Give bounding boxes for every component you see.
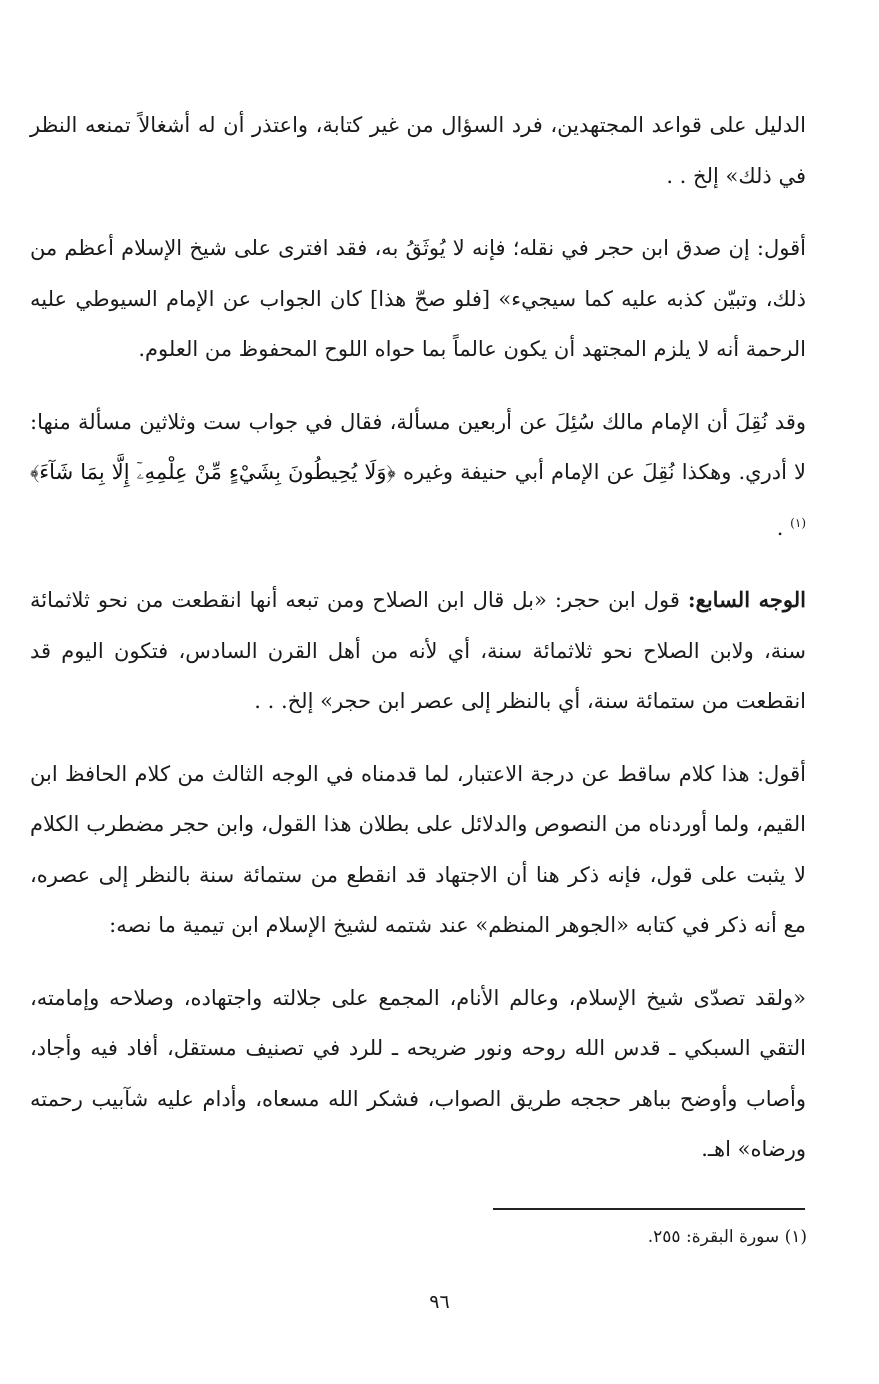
footnote-marker: (١) [790,515,806,530]
page-number: ٩٦ [429,1291,450,1313]
quran-verse: ﴿وَلَا يُحِيطُونَ بِشَيْءٍ مِّنْ عِلْمِهِۦٓ إِلَّا بِمَا شَآءَ﴾ [30,460,396,484]
paragraph-6: «ولقد تصدّى شيخ الإسلام، وعالم الأنام، المجمع على جلالته واجتهاده، وصلاحه وإمامته، التقي السبكي ـ قدس الله روحه ونور ضريحه ـ للرد في تصنيف مستقل، أفاد فيه وأجاد، وأصاب وأوضح بباهر حججه طريق الصواب، فشكر الله مسعاه، وأدام عليه شآبيب رحمته ورضاه» اهـ. [30,985,806,1161]
paragraph-3-end: . [776,515,784,540]
paragraph-2: أقول: إن صدق ابن حجر في نقله؛ فإنه لا يُوثَقُ به، فقد افترى على شيخ الإسلام أعظم من ذلك، وتبيّن كذبه عليه كما سيجيء» [فلو صحّ هذا] كان الجواب عن الإمام السيوطي عليه الرحمة أنه لا يلزم المجتهد أن يكون عالماً بما حواه اللوح المحفوظ من العلوم. [30,236,806,361]
paragraph-5: أقول: هذا كلام ساقط عن درجة الاعتبار، لما قدمناه في الوجه الثالث من كلام الحافظ ابن القيم، ولما أوردناه من النصوص والدلائل على بطلان هذا القول، وابن حجر مضطرب الكلام لا يثبت على قول، فإنه ذكر هنا أن الاجتهاد قد انقطع من ستمائة سنة بالنظر إلى عصره، مع أنه ذكر في كتابه «الجوهر المنظم» عند شتمه لشيخ الإسلام ابن تيمية ما نصه: [30,761,806,937]
paragraph-4 [30,575,806,727]
footnote: (١) سورة البقرة: ٢٥٥. [647,1227,807,1247]
section-heading: الوجه السابع: [687,587,806,612]
paragraph-3 [30,397,806,554]
page-body [30,100,806,1197]
footnote-divider [493,1208,805,1210]
paragraph-1: الدليل على قواعد المجتهدين، فرد السؤال من غير كتابة، واعتذر أن له أشغالاً تمنعه النظر في ذلك» إلخ . . [30,113,806,188]
paragraph-4-text: قول ابن حجر: «بل قال ابن الصلاح ومن تبعه أنها انقطعت من نحو ثلاثمائة سنة، ولابن الصلاح نحو ثلاثمائة سنة، أي لأنه من أهل القرن السادس، فتكون اليوم قد انقطعت من ستمائة سنة، أي بالنظر إلى عصر ابن حجر» إلخ. . . [30,588,806,713]
paragraph-3-text: وقد نُقِلَ أن الإمام مالك سُئِلَ عن أربعين مسألة، فقال في جواب ست وثلاثين مسألة منها: لا أدري. وهكذا نُقِلَ عن الإمام أبي حنيفة وغيره [30,409,806,484]
